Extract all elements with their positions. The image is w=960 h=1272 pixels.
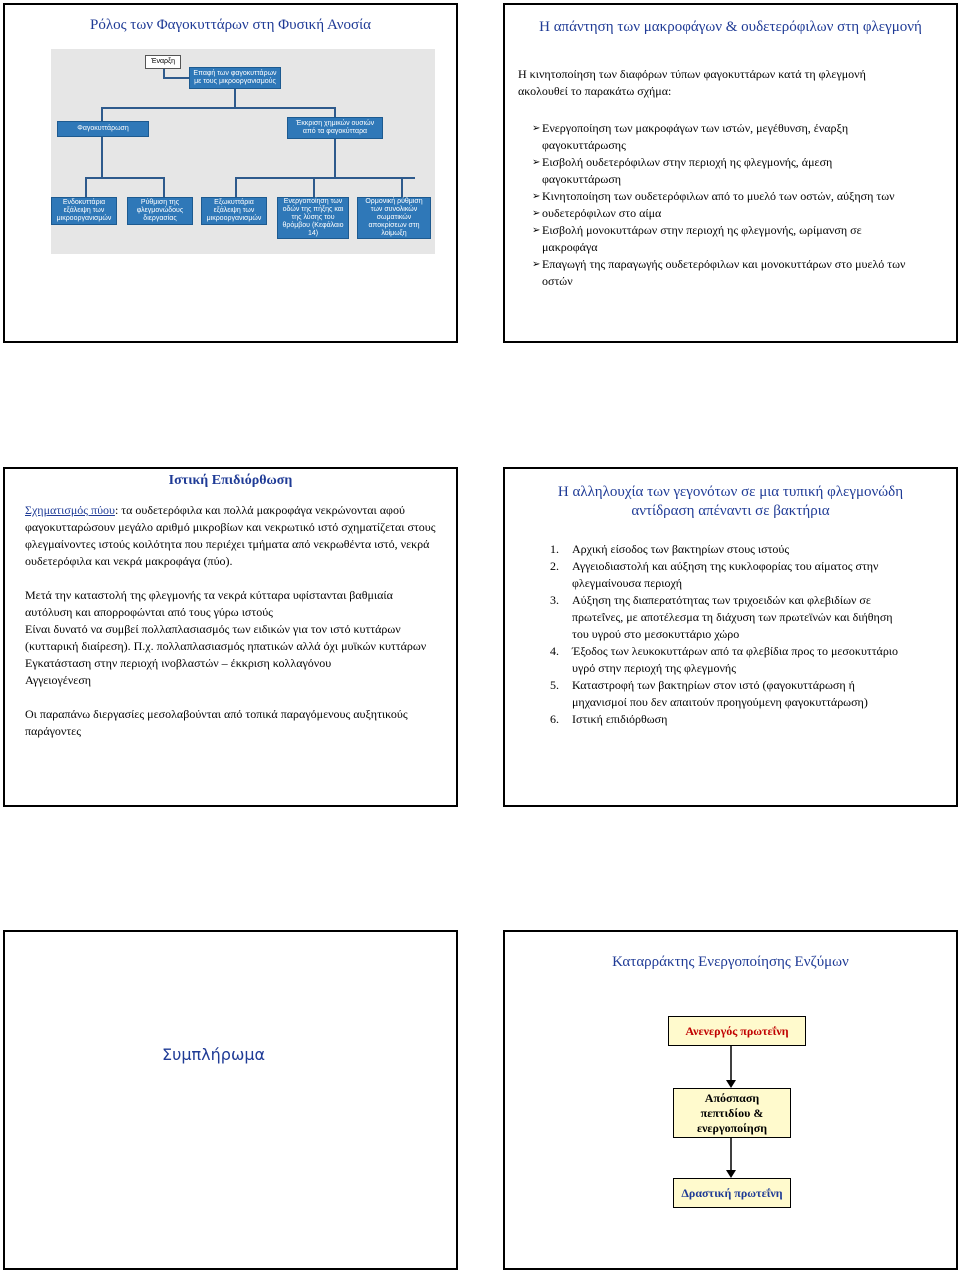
list-item — [550, 592, 910, 643]
connector — [85, 177, 165, 179]
list-item: ➢ Κινητοποίηση των ουδετερόφιλων από το μυελό των οστών, αύξηση των — [532, 188, 907, 205]
item-number: 3. — [550, 593, 559, 607]
item-text: Αρχική είσοδος των βακτηρίων στους ιστούς — [572, 542, 790, 556]
inactive-protein-box: Ανενεργός πρωτεΐνη — [668, 1016, 806, 1046]
diagram-contact: Επαφή των φαγοκυττάρων με τους μικροοργανισμούς — [189, 67, 281, 89]
slide-title: Καταρράκτης Ενεργοποίησης Ενζύμων — [612, 954, 849, 970]
pus-text: : τα ουδετερόφιλα και πολλά μακροφάγα νεκρώνονται αφού φαγοκυτταρώσουν μεγάλο αριθμό μικροβίων και νεκρωτικό ιστό σχηματίζεται στους φλεγμαίνοντες ιστούς κοιλότητα που περιέχει τμήματα από νεκρωθέντα ιστό, νεκρά ουδετερόφιλα και νεκρά μακροφάγα (πύο). — [25, 503, 436, 568]
connector — [401, 177, 403, 197]
list-item — [550, 541, 910, 558]
list-item — [550, 711, 910, 728]
diagram-secretion: Έκκριση χημικών ουσιών από τα φαγοκύτταρα — [287, 117, 383, 139]
item-text: Ιστική επιδιόρθωση — [572, 712, 668, 726]
slide-complement — [3, 930, 458, 1270]
paragraph: Εγκατάσταση στην περιοχή ινοβλαστών – έκκριση κολλαγόνου — [25, 656, 332, 670]
connector — [85, 177, 87, 197]
slide-tissue-repair — [3, 467, 458, 807]
item-number: 5. — [550, 678, 559, 692]
diagram-outcome-regulation: Ρύθμιση της φλεγμονώδους διεργασίας — [127, 197, 193, 225]
diagram-outcome-hormonal: Ορμονική ρύθμιση των συνολικών σωματικών αποκρίσεων στη λοίμωξη — [357, 197, 431, 239]
pus-paragraph — [25, 502, 437, 570]
numbered-list — [550, 541, 910, 728]
slide-title: Ρόλος των Φαγοκυττάρων στη Φυσική Ανοσία — [89, 17, 371, 33]
paragraph: Αγγειογένεση — [25, 673, 92, 687]
connector — [163, 77, 189, 79]
slide-enzyme-cascade — [503, 930, 958, 1270]
list-item: ➢ ουδετερόφιλων στο αίμα — [532, 205, 907, 222]
complement-text: Συμπλήρωμα — [162, 1045, 266, 1064]
connector — [101, 107, 103, 121]
bullet-list — [532, 120, 907, 290]
slide-title: Ιστική Επιδιόρθωση — [168, 473, 293, 488]
peptide-cleavage-box: Απόσπαση πεπτιδίου & ενεργοποίηση — [673, 1088, 791, 1138]
connector — [163, 69, 165, 77]
diagram-start: Έναρξη — [145, 55, 181, 69]
connector — [101, 137, 103, 177]
connector — [334, 107, 336, 117]
connector — [313, 177, 315, 197]
slide-body — [25, 502, 437, 740]
intro-text: Η κινητοποίηση των διαφόρων τύπων φαγοκυττάρων κατά τη φλεγμονή ακολουθεί το παρακάτω σχήμα: — [518, 67, 866, 98]
slide-title: Η αλληλουχία των γεγονότων σε μια τυπική φλεγμονώδη αντίδραση απέναντι σε βακτήρια — [557, 484, 904, 519]
item-text: Αύξηση της διαπερατότητας των τριχοειδών και φλεβιδίων σε πρωτεΐνες, με αποτέλεσμα τη διάχυση των πρωτεϊνών και διήθηση του υγρού στο μεσοκυττάριο χώρο — [572, 593, 893, 641]
item-number: 6. — [550, 712, 559, 726]
diagram-phagocytosis: Φαγοκυττάρωση — [57, 121, 149, 137]
item-text: Έξοδος των λευκοκυττάρων από τα φλεβίδια προς το μεσοκυττάριο υγρό στην περιοχή της φλεγμονής — [572, 644, 899, 675]
list-item — [550, 677, 910, 711]
list-item — [550, 558, 910, 592]
list-item: ➢ Επαγωγή της παραγωγής ουδετερόφιλων και μονοκυττάρων στο μυελό των οστών — [532, 256, 907, 290]
paragraph: Οι παραπάνω διεργασίες μεσολαβούνται από τοπικά παραγόμενους αυξητικούς παράγοντες — [25, 707, 408, 738]
diagram-outcome-intracellular: Ενδοκυττάρια εξάλειψη των μικροοργανισμών — [51, 197, 117, 225]
item-text: Καταστροφή των βακτηρίων στον ιστό (φαγοκυττάρωση ή μηχανισμοί που δεν απαιτούν προηγούμενη φαγοκυττάρωση) — [572, 678, 868, 709]
item-number: 1. — [550, 542, 559, 556]
list-item: ➢ Εισβολή ουδετερόφιλων στην περιοχή ης φλεγμονής, άμεση φαγοκυττάρωση — [532, 154, 907, 188]
list-item: ➢ Ενεργοποίηση των μακροφάγων των ιστών, μεγέθυνση, έναρξη φαγοκυττάρωσης — [532, 120, 907, 154]
active-protein-box: Δραστική πρωτεΐνη — [673, 1178, 791, 1208]
connector — [235, 177, 237, 197]
connector — [163, 177, 165, 197]
slide-inflammation-sequence — [503, 467, 958, 807]
diagram-outcome-extracellular: Εξωκυττάρια εξάλειψη των μικροοργανισμών — [201, 197, 267, 225]
slide-title: Η απάντηση των μακροφάγων & ουδετερόφιλων στη φλεγμονή — [539, 19, 922, 35]
paragraph: Είναι δυνατό να συμβεί πολλαπλασιασμός των ειδικών για τον ιστό κυττάρων (κυτταρική διαίρεση). Π.χ. πολλαπλασιασμός ηπατικών αλλά όχι μυϊκών κυττάρων — [25, 622, 427, 653]
list-item: ➢ Εισβολή μονοκυττάρων στην περιοχή ης φλεγμονής, ωρίμανση σε μακροφάγα — [532, 222, 907, 256]
connector — [334, 139, 336, 177]
connector — [101, 107, 336, 109]
item-text: Αγγειοδιαστολή και αύξηση της κυκλοφορίας του αίματος στην φλεγμαίνουσα περιοχή — [572, 559, 879, 590]
slide-macrophage-response — [503, 3, 958, 343]
connector — [235, 177, 415, 179]
paragraph: Μετά την καταστολή της φλεγμονής τα νεκρά κύτταρα υφίστανται βαθμιαία αυτόλυση και απορροφώνται από τους γύρω ιστούς — [25, 588, 393, 619]
list-item — [550, 643, 910, 677]
diagram-outcome-coagulation: Ενεργοποίηση των οδών της πήξης και της λύσης του θρόμβου (Κεφάλαιο 14) — [277, 197, 349, 239]
connector — [234, 89, 236, 109]
item-number: 4. — [550, 644, 559, 658]
item-number: 2. — [550, 559, 559, 573]
phagocyte-diagram — [51, 49, 435, 254]
slide-phagocytes-role — [3, 3, 458, 343]
pus-term: Σχηματισμός πύου — [25, 503, 115, 517]
